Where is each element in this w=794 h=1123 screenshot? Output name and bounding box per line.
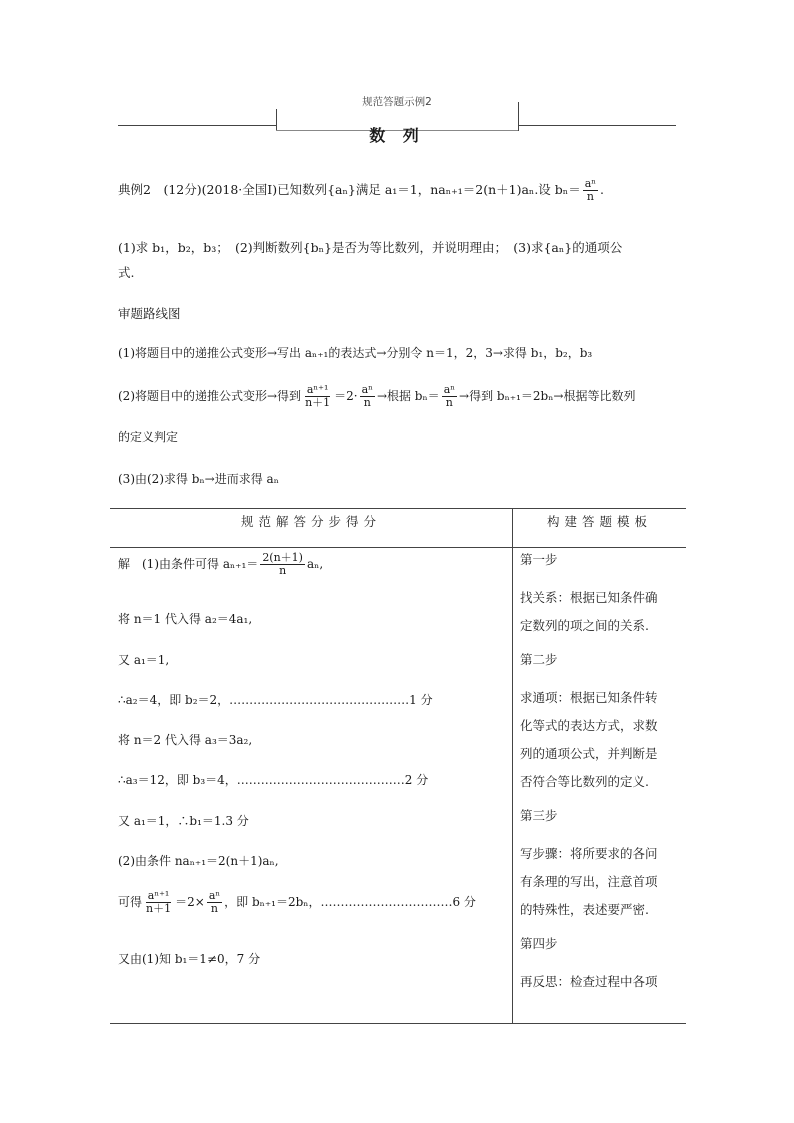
solution-line-9 [118, 890, 476, 915]
problem-line-2: (1)求 b₁，b₂，b₃； (2)判断数列{bₙ}是否为等比数列，并说明理由； (3)求{aₙ}的通项公 [118, 240, 623, 255]
fraction-denominator: n [210, 902, 219, 916]
solution-line-7: 又 a₁＝1，∴b₁＝1.3 分 [118, 814, 249, 828]
fraction [303, 384, 332, 409]
solution-text: ＝2× [175, 895, 205, 910]
page-title: 数 列 [369, 126, 425, 145]
problem-text: . [600, 182, 605, 198]
fraction-numerator: 2(n＋1) [262, 551, 303, 564]
step-heading: 第一步 [520, 552, 558, 567]
roadmap-step-2-cont: 的定义判定 [118, 430, 179, 444]
fraction [144, 890, 173, 915]
solution-line-10: 又由(1)知 b₁＝1≠0，7 分 [118, 952, 261, 966]
solution-text: 解 (1)由条件可得 aₙ₊₁＝ [118, 557, 259, 572]
solution-line-6: ∴a₃＝12，即 b₃＝4，……………………………………2 分 [118, 773, 429, 787]
roadmap-text: →根据 bₙ＝ [376, 389, 440, 404]
step-text: 求通项：根据已知条件转 [520, 690, 658, 705]
roadmap-step-3: (3)由(2)求得 bₙ→进而求得 aₙ [118, 472, 279, 486]
step-text: 有条理的写出，注意首项 [520, 874, 658, 889]
roadmap-heading: 审题路线图 [118, 306, 181, 321]
step-text: 否符合等比数列的定义. [520, 774, 649, 789]
fraction-numerator: aⁿ [443, 383, 456, 396]
roadmap-step-2 [118, 384, 635, 409]
solution-text: 可得 [118, 895, 143, 910]
fraction-numerator: aⁿ [584, 177, 597, 190]
table-bottom-rule [110, 1023, 686, 1024]
fraction-denominator: n [363, 396, 371, 410]
solution-line-1 [118, 552, 323, 577]
table-top-rule [110, 508, 686, 509]
problem-line-1 [118, 178, 604, 203]
step-text: 再反思：检查过程中各项 [520, 974, 658, 989]
left-column-header: 规范解答分步得分 [240, 514, 381, 529]
right-column-header: 构建答题模板 [546, 514, 652, 529]
solution-line-2: 将 n＝1 代入得 a₂＝4a₁, [118, 612, 253, 626]
step-heading: 第四步 [520, 936, 558, 951]
problem-text: 典例2 (12分)(2018·全国Ⅰ)已知数列{aₙ}满足 a₁＝1，naₙ₊₁＝2(n＋1)aₙ.设 bₙ＝ [118, 182, 581, 198]
step-text: 的特殊性，表述要严密. [520, 902, 649, 917]
step-text: 列的通项公式，并判断是 [520, 746, 658, 761]
template-column [520, 546, 682, 996]
fraction-numerator: aⁿ [208, 889, 221, 902]
solution-text: aₙ, [306, 557, 324, 572]
roadmap-text: (2)将题目中的递推公式变形→得到 [118, 389, 302, 404]
fraction [442, 384, 457, 409]
fraction-denominator: n＋1 [146, 902, 172, 916]
fraction-denominator: n [279, 564, 287, 578]
step-text: 找关系：根据已知条件确 [520, 590, 658, 605]
fraction-denominator: n [445, 396, 453, 410]
fraction-denominator: n＋1 [305, 396, 331, 410]
solution-line-5: 将 n＝2 代入得 a₃＝3a₂, [118, 733, 253, 747]
solution-line-3: 又 a₁＝1, [118, 653, 170, 667]
fraction-numerator: aⁿ⁺¹ [306, 383, 329, 396]
fraction [360, 384, 375, 409]
header-rule-right [518, 125, 676, 126]
step-heading: 第二步 [520, 652, 558, 667]
step-text: 写步骤：将所要求的各问 [520, 846, 658, 861]
step-heading: 第三步 [520, 808, 558, 823]
fraction [207, 890, 222, 915]
solution-text: ，即 bₙ₊₁＝2bₙ，……………………………6 分 [224, 895, 476, 910]
problem-line-3: 式. [118, 265, 135, 280]
roadmap-text: ＝2· [334, 389, 358, 404]
step-text: 定数列的项之间的关系. [520, 618, 649, 633]
solution-line-4: ∴a₂＝4，即 b₂＝2，………………………………………1 分 [118, 693, 433, 707]
fraction-numerator: aⁿ [361, 383, 373, 396]
b-def-fraction [583, 178, 598, 203]
header-caption: 规范答题示例2 [276, 94, 518, 109]
fraction-denominator: n [586, 190, 594, 204]
table-column-divider [512, 508, 513, 1024]
header-rule-left [118, 125, 276, 126]
step-text: 化等式的表达方式，求数 [520, 718, 658, 733]
fraction-numerator: aⁿ⁺¹ [147, 889, 170, 902]
roadmap-text: →得到 bₙ₊₁＝2bₙ→根据等比数列 [459, 389, 636, 404]
roadmap-step-1: (1)将题目中的递推公式变形→写出 aₙ₊₁的表达式→分别令 n＝1，2，3→求得 b₁，b₂，b₃ [118, 346, 593, 360]
fraction [260, 552, 305, 577]
solution-line-8: (2)由条件 naₙ₊₁＝2(n＋1)aₙ, [118, 854, 279, 868]
